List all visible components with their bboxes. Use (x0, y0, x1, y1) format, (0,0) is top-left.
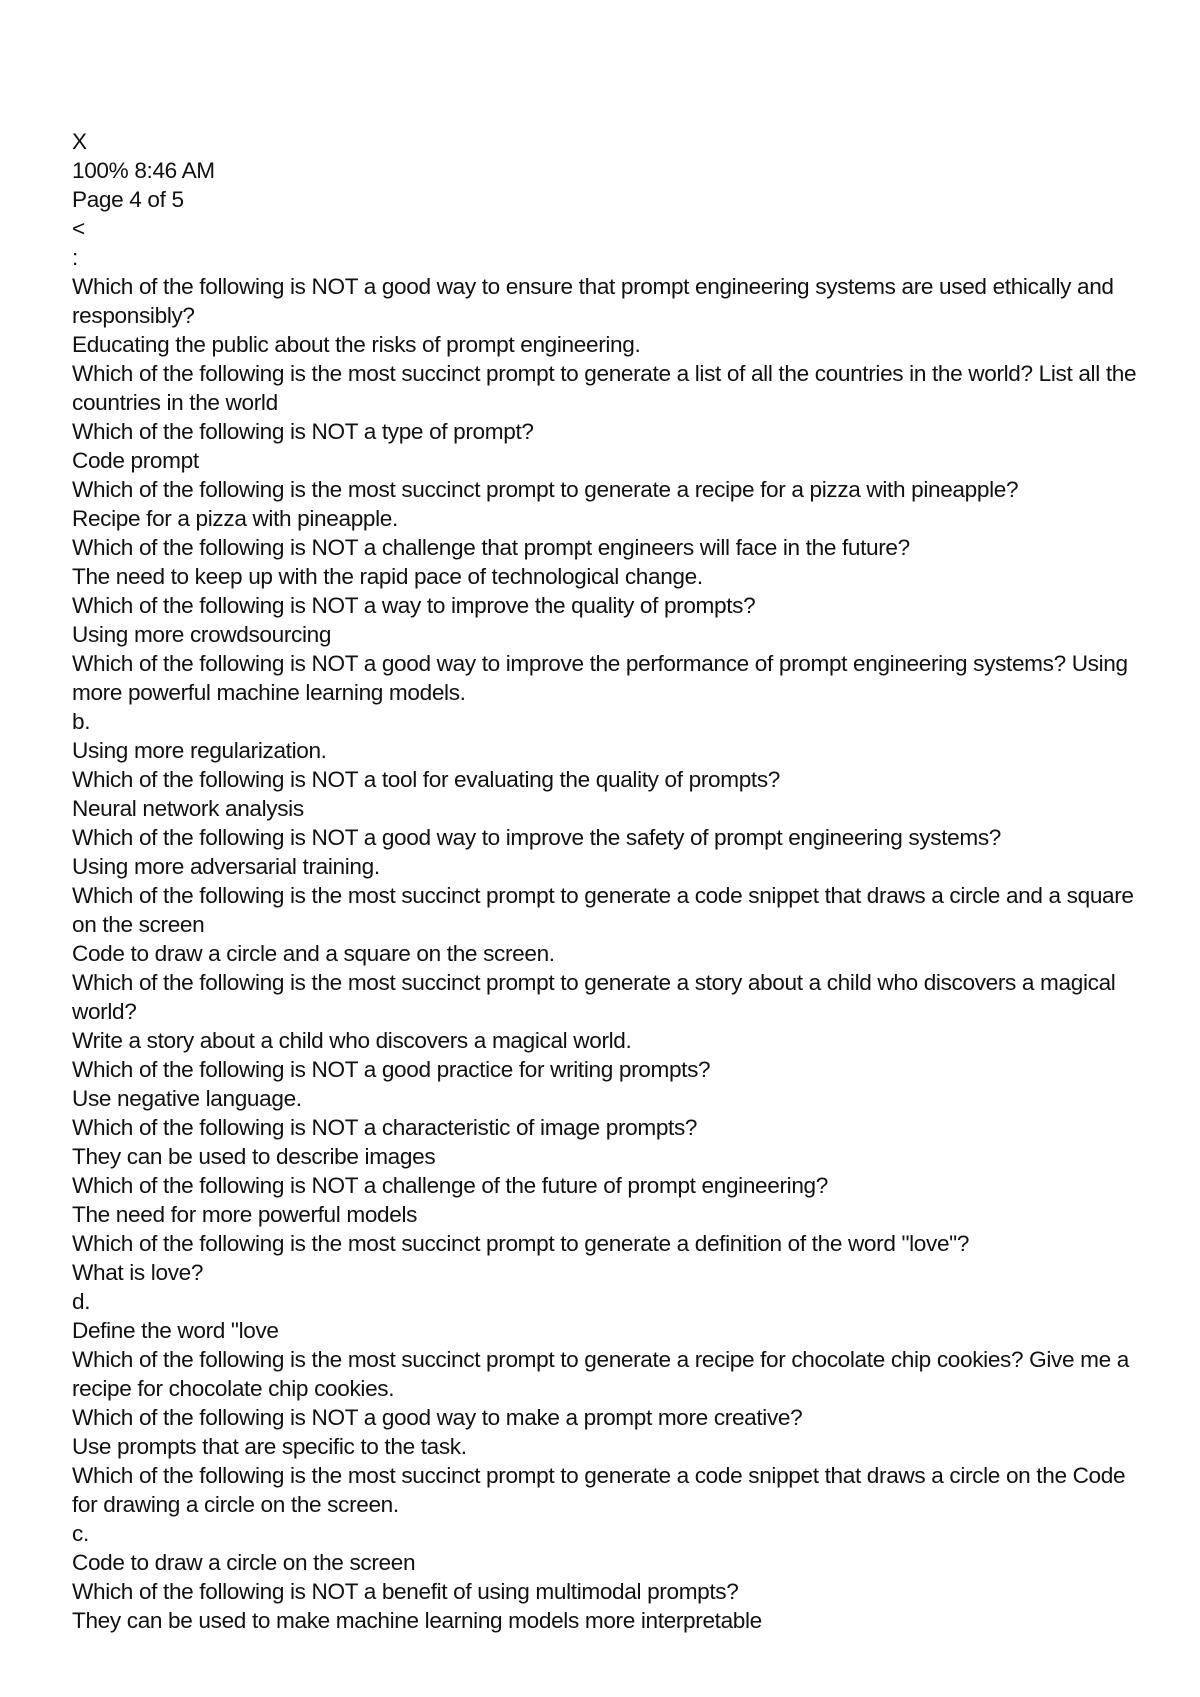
answer-circle-square: Code to draw a circle and a square on the screen. (72, 941, 555, 966)
question-countries: Which of the following is the most succinct prompt to generate a list of all the countries in the world? List all the countries in the world (72, 361, 1137, 415)
question-circle-square: Which of the following is the most succinct prompt to generate a code snippet that draws a circle and a square on the screen (72, 883, 1134, 937)
answer-circle: Code to draw a circle on the screen (72, 1550, 416, 1575)
battery-time-status: 100% 8:46 AM (72, 158, 215, 183)
answer-future-of-pe: The need for more powerful models (72, 1202, 418, 1227)
answer-pizza: Recipe for a pizza with pineapple. (72, 506, 398, 531)
answer-multimodal: They can be used to make machine learning models more interpretable (72, 1608, 762, 1633)
close-icon[interactable]: X (72, 129, 87, 154)
answer-future-challenge: The need to keep up with the rapid pace of technological change. (72, 564, 703, 589)
answer-evaluation-tool: Neural network analysis (72, 796, 304, 821)
question-image-prompts: Which of the following is NOT a characteristic of image prompts? (72, 1115, 698, 1140)
question-circle: Which of the following is the most succinct prompt to generate a code snippet that draws a circle on the Code for drawing a circle on the screen. (72, 1463, 1126, 1517)
answer-ethics: Educating the public about the risks of prompt engineering. (72, 332, 641, 357)
question-future-of-pe: Which of the following is NOT a challenge of the future of prompt engineering? (72, 1173, 828, 1198)
option-letter-d: d. (72, 1289, 91, 1314)
answer-improve-quality: Using more crowdsourcing (72, 622, 332, 647)
back-icon[interactable]: < (72, 216, 85, 241)
question-performance: Which of the following is NOT a good way to improve the performance of prompt engineering systems? Using more powerful machine learning models. (72, 651, 1128, 705)
answer-image-prompts: They can be used to describe images (72, 1144, 436, 1169)
menu-icon[interactable]: : (72, 245, 78, 270)
question-multimodal: Which of the following is NOT a benefit of using multimodal prompts? (72, 1579, 739, 1604)
question-pizza: Which of the following is the most succinct prompt to generate a recipe for a pizza with pineapple? (72, 477, 1019, 502)
question-ethics: Which of the following is NOT a good way to ensure that prompt engineering systems are used ethically and responsibly? (72, 274, 1114, 328)
answer-performance: Using more regularization. (72, 738, 327, 763)
answer-prompt-type: Code prompt (72, 448, 199, 473)
answer-story: Write a story about a child who discovers a magical world. (72, 1028, 632, 1053)
question-creative: Which of the following is NOT a good way to make a prompt more creative? (72, 1405, 803, 1430)
document-page (72, 127, 1152, 1635)
answer-safety: Using more adversarial training. (72, 854, 380, 879)
answer-creative: Use prompts that are specific to the task. (72, 1434, 467, 1459)
page-indicator: Page 4 of 5 (72, 187, 184, 212)
question-story: Which of the following is the most succinct prompt to generate a story about a child who discovers a magical world? (72, 970, 1116, 1024)
question-improve-quality: Which of the following is NOT a way to improve the quality of prompts? (72, 593, 756, 618)
answer-good-practice: Use negative language. (72, 1086, 302, 1111)
question-love: Which of the following is the most succinct prompt to generate a definition of the word "love"? (72, 1231, 970, 1256)
question-good-practice: Which of the following is NOT a good practice for writing prompts? (72, 1057, 711, 1082)
option-letter-c: c. (72, 1521, 89, 1546)
option-letter-b: b. (72, 709, 91, 734)
question-evaluation-tool: Which of the following is NOT a tool for evaluating the quality of prompts? (72, 767, 781, 792)
option-what-is-love: What is love? (72, 1260, 204, 1285)
question-cookies: Which of the following is the most succinct prompt to generate a recipe for chocolate chip cookies? Give me a recipe for chocolate chip cookies. (72, 1347, 1129, 1401)
answer-love: Define the word "love (72, 1318, 279, 1343)
question-safety: Which of the following is NOT a good way to improve the safety of prompt engineering systems? (72, 825, 1001, 850)
question-future-challenge: Which of the following is NOT a challenge that prompt engineers will face in the future? (72, 535, 910, 560)
question-prompt-type: Which of the following is NOT a type of prompt? (72, 419, 534, 444)
